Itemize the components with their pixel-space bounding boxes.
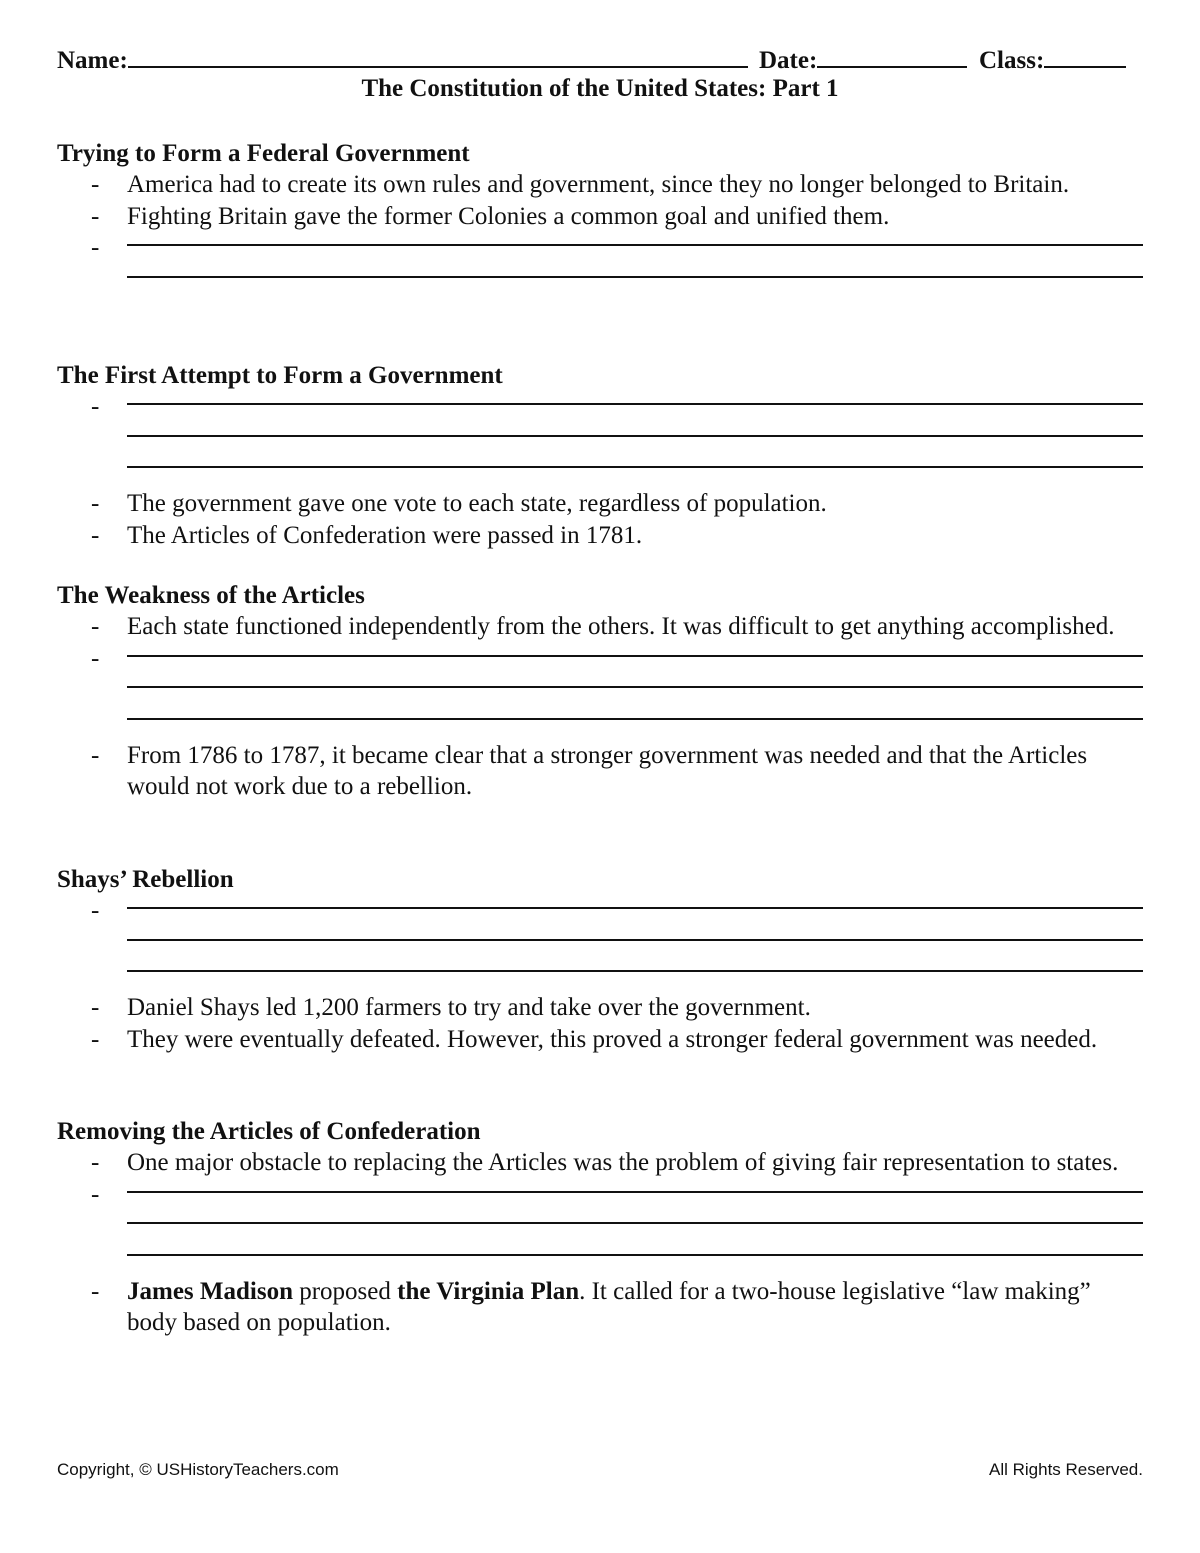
bullet-dash: - [91,613,100,640]
answer-line[interactable] [127,1254,1143,1256]
answer-line[interactable] [127,1222,1143,1224]
bullet-text: . It called for a two-house legislative “law making” body based on population. [127,1277,1091,1336]
class-label: Class: [979,47,1045,74]
bullet-dash: - [91,1277,100,1305]
bullet-dash: - [91,490,100,517]
bullet-dash: - [91,202,100,230]
bullet-dash: - [91,994,100,1021]
bullet-item [57,1276,1143,1339]
bullet-text: proposed [292,1277,398,1305]
section [57,864,1143,1055]
bullet-text: Each state functioned independently from the others. It was difficult to get anything accomplished. [127,613,1115,640]
name-blank[interactable] [128,44,748,68]
answer-line[interactable] [127,466,1143,468]
fill-in-blank[interactable] [57,895,1143,992]
bullet-item [57,992,1143,1024]
answer-line[interactable] [127,1191,1143,1193]
answer-line[interactable] [127,686,1143,688]
answer-line[interactable] [127,276,1143,278]
name-field[interactable] [57,44,748,75]
bullet-item [57,520,1143,552]
section-heading: The First Attempt to Form a Government [57,362,503,389]
section [57,580,1143,803]
section [57,138,1143,298]
bullet-dash: - [91,171,100,198]
bullet-text: Fighting Britain gave the former Colonies a common goal and unified them. [127,202,890,230]
bullet-text: Daniel Shays led 1,200 farmers to try and take over the government. [127,994,811,1021]
bullet-dash: - [91,644,100,672]
worksheet-title: The Constitution of the United States: Part 1 [361,75,839,102]
bold-term: the Virginia Plan [397,1277,580,1305]
answer-line[interactable] [127,939,1143,941]
bullet-dash: - [91,1180,100,1208]
answer-line[interactable] [127,970,1143,972]
section-heading: Shays’ Rebellion [57,866,234,893]
bullet-dash: - [91,521,100,549]
bullet-text: One major obstacle to replacing the Articles was the problem of giving fair representation to states. [127,1149,1119,1176]
bullet-dash: - [91,234,100,261]
section-heading: Removing the Articles of Confederation [57,1118,481,1145]
bullet-dash: - [91,393,100,420]
bullet-item [57,740,1143,803]
bullet-dash: - [91,1025,100,1053]
bullet-dash: - [91,1149,100,1176]
student-info-row [57,44,1143,76]
class-blank[interactable] [1044,44,1126,68]
bullet-item [57,1024,1143,1056]
bullet-text: From 1786 to 1787, it became clear that a stronger government was needed and that the Articles would not work due to a rebellion. [127,741,1088,800]
fill-in-blank[interactable] [57,643,1143,740]
date-field[interactable] [759,44,967,75]
rights-notice: All Rights Reserved. [988,1460,1143,1479]
date-blank[interactable] [817,44,967,68]
name-label: Name: [57,47,128,74]
bold-term: James Madison [127,1277,293,1305]
answer-line[interactable] [127,435,1143,437]
date-label: Date: [759,47,818,74]
bullet-item [57,1147,1143,1179]
copyright-notice: Copyright, © USHistoryTeachers.com [57,1460,339,1479]
section-heading: The Weakness of the Articles [57,582,365,609]
section [57,360,1143,551]
fill-in-blank[interactable] [57,391,1143,488]
bullet-text: They were eventually defeated. However, this proved a stronger federal government was needed. [127,1025,1098,1053]
class-field[interactable] [979,44,1126,75]
bullet-item [57,201,1143,233]
bullet-item [57,611,1143,643]
bullet-dash: - [91,741,100,769]
bullet-dash: - [91,897,100,924]
fill-in-blank[interactable] [57,1179,1143,1276]
answer-line[interactable] [127,655,1143,657]
answer-line[interactable] [127,403,1143,405]
fill-in-blank[interactable] [57,232,1143,298]
bullet-item [57,169,1143,201]
bullet-item [57,488,1143,520]
answer-line[interactable] [127,244,1143,246]
section [57,1116,1143,1339]
bullet-text: The Articles of Confederation were passed in 1781. [127,521,643,549]
answer-line[interactable] [127,718,1143,720]
section-heading: Trying to Form a Federal Government [57,140,470,167]
bullet-text: The government gave one vote to each state, regardless of population. [127,490,827,517]
answer-line[interactable] [127,907,1143,909]
bullet-text: America had to create its own rules and government, since they no longer belonged to Britain. [127,171,1070,198]
